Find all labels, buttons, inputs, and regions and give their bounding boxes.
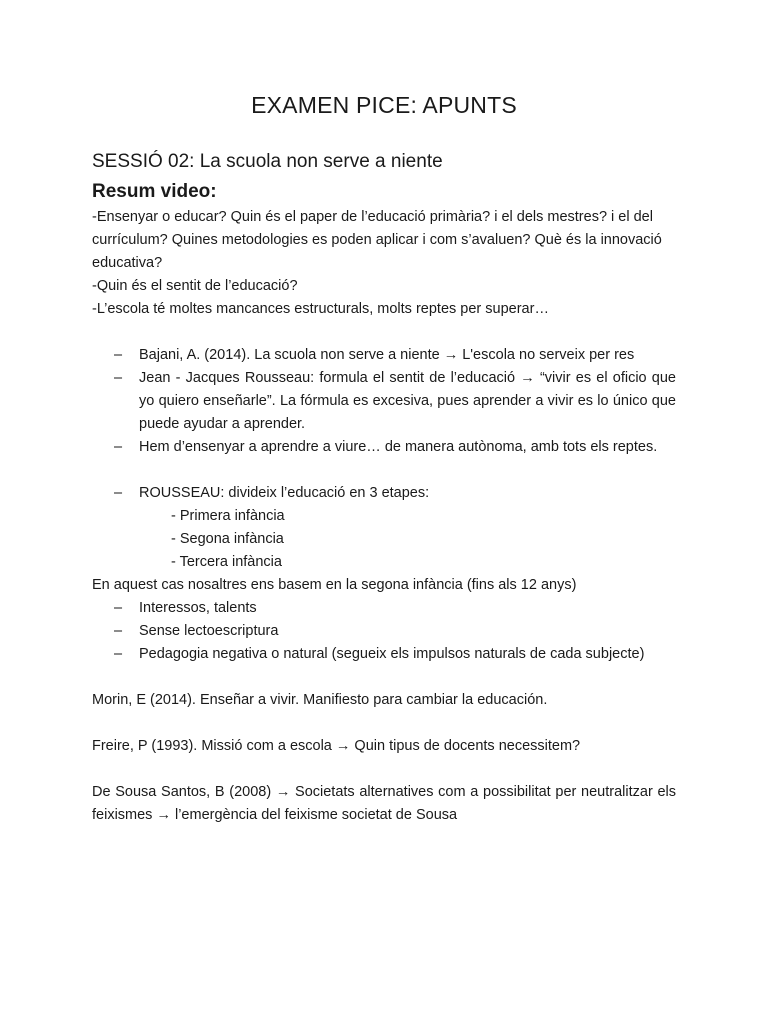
list-item: [92, 436, 676, 459]
key-points-list: [92, 344, 676, 459]
dash-marker: –: [114, 600, 123, 616]
reference-freire: Freire, P (1993). Missió com a escola → Quin tipus de docents necessitem?: [92, 738, 581, 754]
list-item-text: Jean - Jacques Rousseau: formula el sentit de l’educació → “vivir es el oficio que yo quiero enseñarle”. La fórmula es excesiva, pues aprender a vivir es lo único que puede ayudar a aprender.: [139, 370, 676, 432]
intro-paragraph: [92, 206, 676, 321]
dash-marker: –: [114, 485, 123, 501]
list-item-text: Interessos, talents: [139, 600, 257, 616]
list-item-text: Sense lectoescriptura: [139, 623, 279, 639]
list-item: [92, 344, 676, 367]
session-heading: SESSIÓ 02: La scuola non serve a niente: [92, 151, 443, 172]
list-item: [92, 620, 676, 643]
list-item-text: Hem d’ensenyar a aprendre a viure… de manera autònoma, amb tots els reptes.: [139, 439, 658, 455]
dash-marker: –: [114, 623, 123, 639]
summary-subheading: Resum video:: [92, 181, 217, 202]
stage-item: - Primera infància: [171, 508, 285, 524]
list-item-text: Pedagogia negativa o natural (segueix els impulsos naturals de cada subjecte): [139, 646, 645, 662]
intro-line-3: -L’escola té moltes mancances estructurals, molts reptes per superar…: [92, 301, 549, 317]
stage-item: - Segona infància: [171, 531, 284, 547]
stages-list: [92, 505, 676, 574]
intro-line-2: -Quin és el sentit de l’educació?: [92, 278, 298, 294]
document-title: EXAMEN PICE: APUNTS: [251, 92, 517, 118]
reference-de-sousa-santos: De Sousa Santos, B (2008) → Societats alternatives com a possibilitat per neutralitzar els feixismes → l’emergència del feixisme societat de Sousa: [92, 784, 676, 823]
dash-marker: –: [114, 347, 123, 363]
reference-morin: Morin, E (2014). Enseñar a vivir. Manifiesto para cambiar la educación.: [92, 692, 548, 708]
rousseau-label: ROUSSEAU: divideix l’educació en 3 etapes:: [139, 485, 430, 501]
list-item: [92, 597, 676, 620]
segona-infancia-note: En aquest cas nosaltres ens basem en la segona infància (fins als 12 anys): [92, 577, 577, 593]
list-item: [92, 643, 676, 666]
list-item: [92, 482, 676, 505]
dash-marker: –: [114, 646, 123, 662]
dash-marker: –: [114, 370, 123, 386]
list-item-text: Bajani, A. (2014). La scuola non serve a niente → L'escola no serveix per res: [139, 347, 635, 363]
stage-item: - Tercera infància: [171, 554, 282, 570]
list-item: [92, 367, 676, 436]
segona-infancia-list: [92, 597, 676, 666]
intro-line-1: -Ensenyar o educar? Quin és el paper de l’educació primària? i el dels mestres? i el del currículum? Quines metodologies es poden aplicar i com s’avaluen? Què és la innovació educativa?: [92, 209, 662, 271]
rousseau-list: [92, 482, 676, 505]
dash-marker: –: [114, 439, 123, 455]
